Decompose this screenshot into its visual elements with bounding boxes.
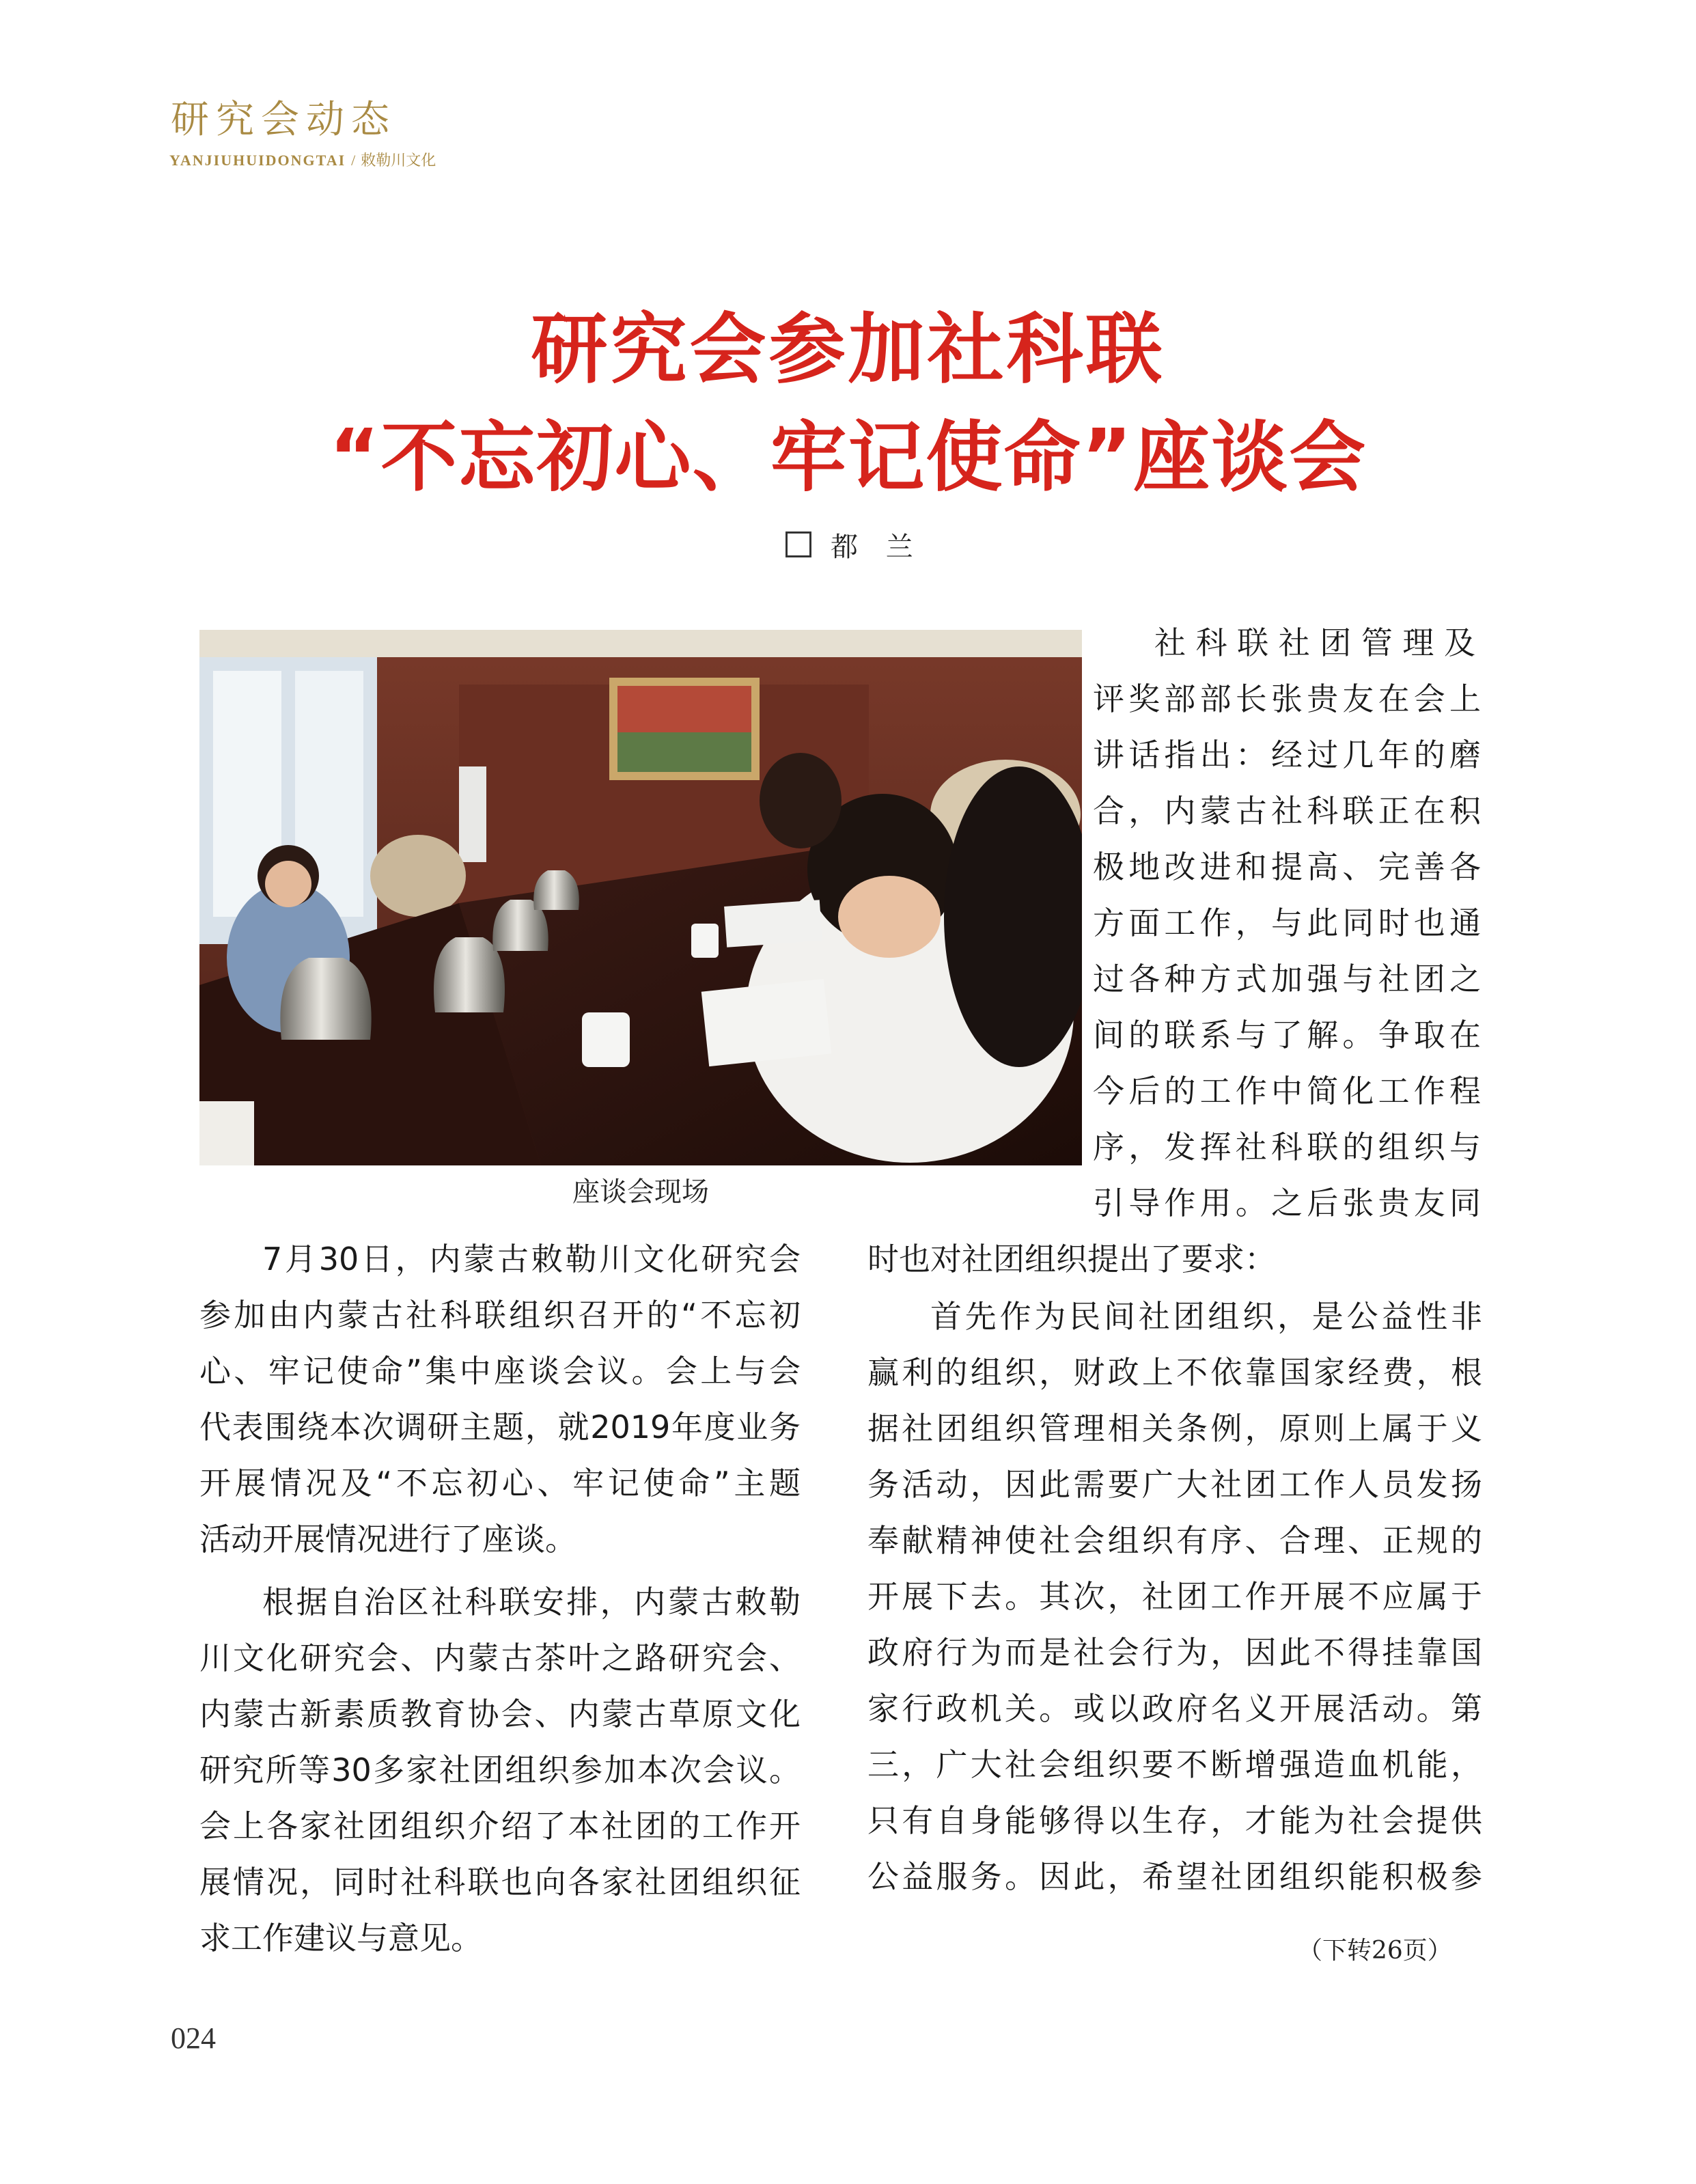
author-byline: [786, 531, 923, 561]
body-line: 7月30日，内蒙古敕勒川文化研究会: [262, 1241, 801, 1277]
meeting-photo: [199, 630, 1082, 1165]
body-line: 只有自身能够得以生存，才能为社会提供: [867, 1802, 1482, 1839]
body-line: 间的联系与了解。争取在: [1093, 1017, 1482, 1053]
page-number: 024: [171, 2021, 216, 2055]
continued-note: （下转26页）: [1298, 1937, 1452, 1965]
body-line: 家行政机关。或以政府名义开展活动。第: [867, 1690, 1482, 1727]
body-line: 会上各家社团组织介绍了本社团的工作开: [199, 1808, 801, 1844]
body-line: 川文化研究会、内蒙古茶叶之路研究会、: [199, 1640, 801, 1676]
body-line: 求工作建议与意见。: [199, 1920, 482, 1957]
body-line: 内蒙古新素质教育协会、内蒙古草原文化: [199, 1696, 801, 1732]
body-line: 奉献精神使社会组织有序、合理、正规的: [867, 1522, 1482, 1559]
section-subtitle: [169, 153, 436, 168]
body-line: 合，内蒙古社科联正在积: [1093, 792, 1482, 829]
section-title: 研究会动态: [171, 98, 396, 142]
body-line: 开展情况及“不忘初心、牢记使命”主题: [199, 1465, 801, 1502]
body-line: 开展下去。其次，社团工作开展不应属于: [867, 1578, 1482, 1615]
body-line: 首先作为民间社团组织，是公益性非: [930, 1298, 1482, 1335]
photo-caption: 座谈会现场: [572, 1176, 709, 1208]
body-line: 政府行为而是社会行为，因此不得挂靠国: [867, 1634, 1482, 1671]
article-title-line2: “不忘初心、牢记使命”座谈会: [329, 413, 1367, 502]
body-line: 三，广大社会组织要不断增强造血机能，: [867, 1746, 1482, 1783]
body-line: 展情况，同时社科联也向各家社团组织征: [199, 1864, 801, 1900]
body-line: 今后的工作中简化工作程: [1093, 1073, 1482, 1109]
body-line: 序，发挥社科联的组织与: [1093, 1129, 1482, 1165]
body-line: 讲话指出：经过几年的磨: [1093, 736, 1482, 773]
body-line: 引导作用。之后张贵友同: [1093, 1185, 1482, 1221]
body-line: 评奖部部长张贵友在会上: [1093, 680, 1482, 717]
journal-name: 敕勒川文化: [361, 152, 436, 169]
body-line: 赢利的组织，财政上不依靠国家经费，根: [867, 1354, 1482, 1391]
body-line: 极地改进和提高、完善各: [1093, 848, 1482, 885]
body-line: 活动开展情况进行了座谈。: [199, 1521, 576, 1558]
author-box-icon: [786, 531, 811, 557]
body-line: 方面工作，与此同时也通: [1093, 904, 1482, 941]
body-line: 社科联社团管理及: [1154, 624, 1482, 661]
body-line: 务活动，因此需要广大社团工作人员发扬: [867, 1466, 1482, 1503]
body-line: 据社团组织管理相关条例，原则上属于义: [867, 1410, 1482, 1447]
body-line: 过各种方式加强与社团之: [1093, 960, 1482, 997]
author-name: 都 兰: [831, 531, 923, 563]
body-line: 根据自治区社科联安排，内蒙古敕勒: [262, 1584, 801, 1620]
body-line: 代表围绕本次调研主题，就2019年度业务: [199, 1409, 801, 1446]
article-title-line1: 研究会参加社科联: [531, 305, 1165, 394]
body-line: 时也对社团组织提出了要求：: [867, 1241, 1276, 1277]
body-line: 参加由内蒙古社科联组织召开的“不忘初: [199, 1297, 801, 1333]
body-line: 心、牢记使命”集中座谈会议。会上与会: [199, 1353, 801, 1390]
body-line: 公益服务。因此，希望社团组织能积极参: [867, 1858, 1482, 1895]
section-title-pinyin: YANJIUHUIDONGTAI: [169, 152, 346, 169]
header-separator: /: [351, 152, 356, 169]
body-line: 研究所等30多家社团组织参加本次会议。: [199, 1752, 801, 1788]
